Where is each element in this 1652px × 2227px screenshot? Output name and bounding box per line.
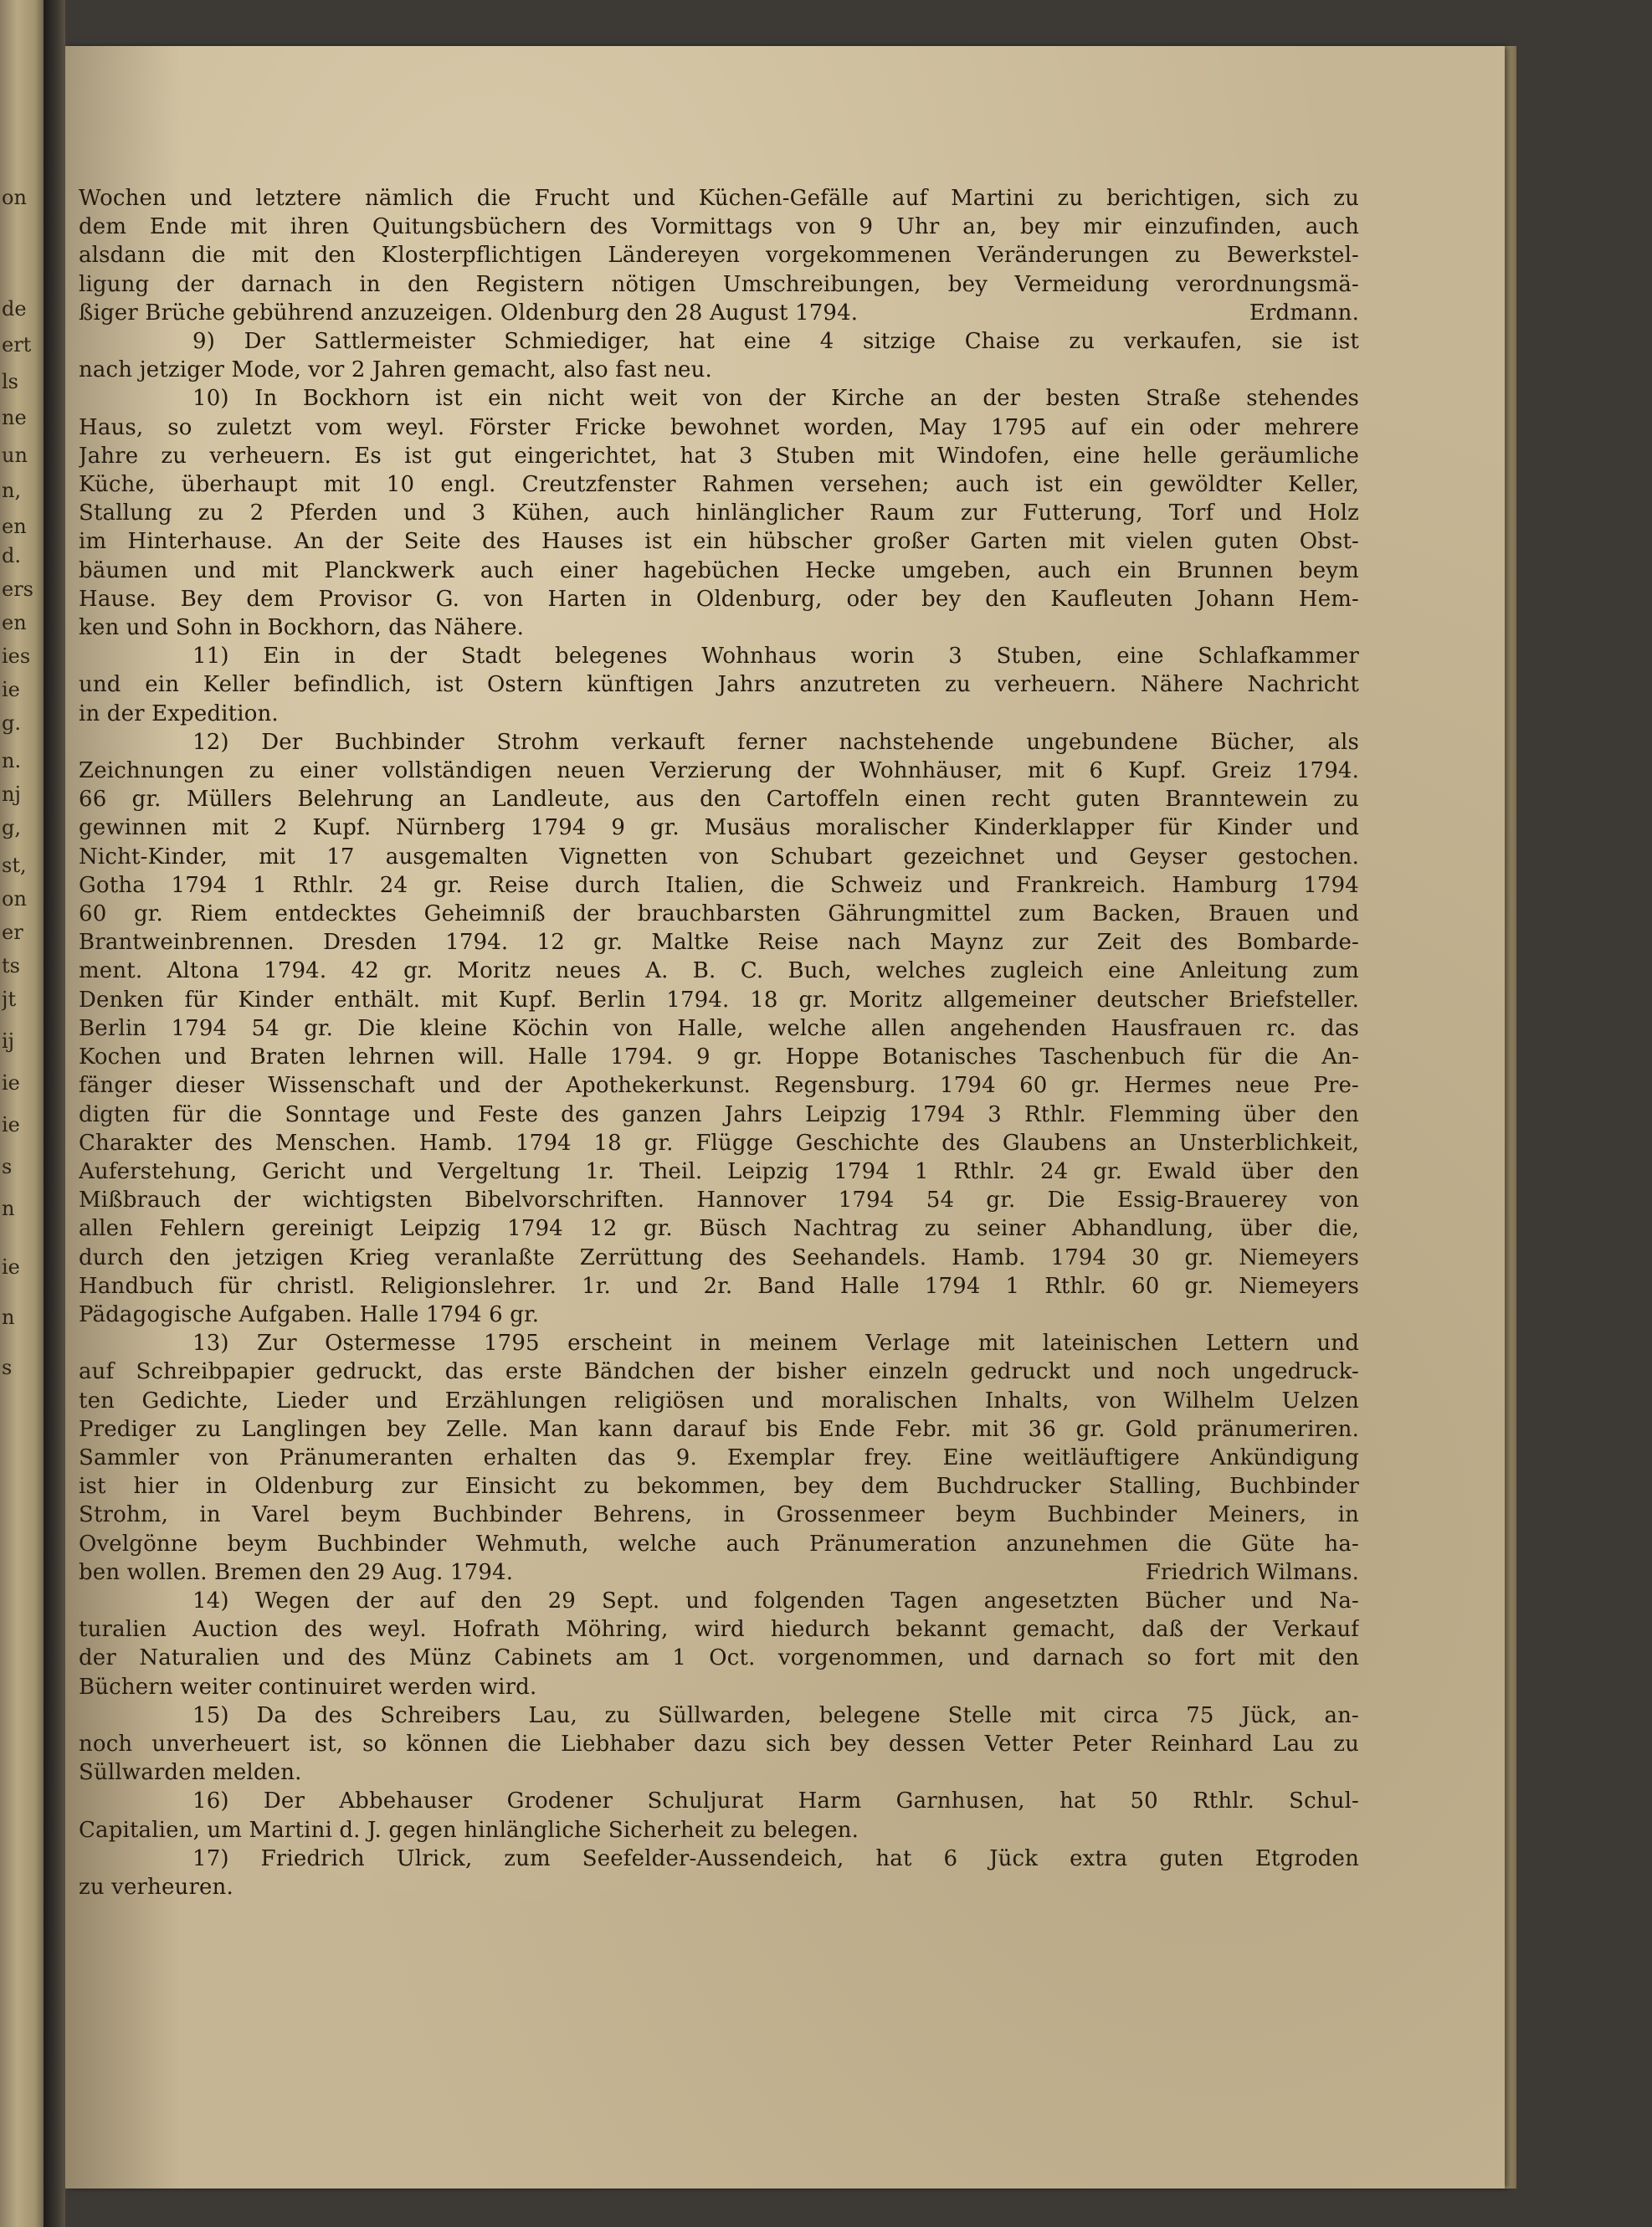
facing-page-fragment: s: [2, 1155, 13, 1178]
text-line: ken und Sohn in Bockhorn, das Nähere.: [79, 615, 525, 641]
text-line: Büchern weiter continuiret werden wird.: [79, 1674, 537, 1700]
text-line: auf Schreibpapier gedruckt, das erste Bändchen der bisher einzeln gedruckt und noch ungedruck-: [79, 1359, 1359, 1385]
facing-page-fragment: de: [2, 297, 27, 321]
text-line: 11) Ein in der Stadt belegenes Wohnhaus worin 3 Stuben, eine Schlafkammer: [192, 644, 1359, 670]
text-line: ligung der darnach in den Registern nötigen Umschreibungen, bey Vermeidung verordnungsmä-: [79, 271, 1359, 297]
facing-page-fragment: ts: [2, 954, 20, 978]
text-line: Charakter des Menschen. Hamb. 1794 18 gr. Flügge Geschichte des Glaubens an Unsterblichkeit,: [79, 1130, 1359, 1156]
facing-page-fragment: ie: [2, 1071, 20, 1095]
text-line: 60 gr. Riem entdecktes Geheimniß der brauchbarsten Gährungmittel zum Backen, Brauen und: [79, 901, 1359, 927]
text-line: Prediger zu Langlingen bey Zelle. Man kann darauf bis Ende Febr. mit 36 gr. Gold pränumeriren.: [79, 1416, 1359, 1442]
text-line: 15) Da des Schreibers Lau, zu Süllwarden, belegene Stelle mit circa 75 Jück, an-: [192, 1702, 1359, 1728]
facing-page-edge: [0, 0, 44, 2227]
text-line: Handbuch für christl. Religionslehrer. 1r. und 2r. Band Halle 1794 1 Rthlr. 60 gr. Niemeyers: [79, 1273, 1359, 1299]
facing-page-fragment: ert: [2, 333, 32, 357]
facing-page-fragment: ie: [2, 678, 20, 701]
facing-page-fragment: g.: [2, 711, 21, 735]
text-line: turalien Auction des weyl. Hofrath Möhring, wird hiedurch bekannt gemacht, daß der Verkauf: [79, 1617, 1359, 1643]
text-line: Strohm, in Varel beym Buchbinder Behrens, in Grossenmeer beym Buchbinder Meiners, in: [79, 1502, 1359, 1528]
text-line: bäumen und mit Planckwerk auch einer hagebüchen Hecke umgeben, auch ein Brunnen beym: [79, 557, 1359, 583]
text-line: Zeichnungen zu einer vollständigen neuen Verzierung der Wohnhäuser, mit 6 Kupf. Greiz 1794.: [79, 758, 1359, 784]
facing-page-fragment: jt: [2, 988, 17, 1011]
text-line: 14) Wegen der auf den 29 Sept. und folgenden Tagen angesetzten Bücher und Na-: [192, 1588, 1359, 1614]
facing-page-fragment: ie: [2, 1113, 20, 1137]
facing-page-fragment: on: [2, 887, 27, 911]
facing-page-fragment: g,: [2, 816, 21, 839]
facing-page-fragment: en: [2, 515, 27, 538]
text-line: digten für die Sonntage und Feste des ganzen Jahrs Leipzig 1794 3 Rthlr. Flemming über den: [79, 1101, 1359, 1127]
facing-page-fragment: s: [2, 1356, 13, 1379]
text-line: Pädagogische Aufgaben. Halle 1794 6 gr.: [79, 1301, 540, 1327]
facing-page-fragment: st,: [2, 854, 27, 877]
text-line: nach jetziger Mode, vor 2 Jahren gemacht, also fast neu.: [79, 357, 712, 383]
facing-page-fragment: d.: [2, 544, 21, 567]
facing-page-fragment: ls: [2, 370, 18, 393]
facing-page-fragment: ne: [2, 406, 27, 429]
text-line: Nicht-Kinder, mit 17 ausgemalten Vignetten von Schubart gezeichnet und Geyser gestochen.: [79, 844, 1359, 870]
text-line: Kochen und Braten lehrnen will. Halle 1794. 9 gr. Hoppe Botanisches Taschenbuch für die An-: [79, 1044, 1359, 1070]
facing-page-fragment: on: [2, 186, 27, 209]
text-line: [79, 299, 1359, 327]
text-line: noch unverheuert ist, so können die Liebhaber dazu sich bey dessen Vetter Peter Reinhard Lau zu: [79, 1731, 1359, 1757]
facing-page-fragment: n,: [2, 479, 22, 502]
text-line: Denken für Kinder enthält. mit Kupf. Berlin 1794. 18 gr. Moritz allgemeiner deutscher Briefsteller.: [79, 987, 1359, 1013]
text-line: 9) Der Sattlermeister Schmiediger, hat eine 4 sitzige Chaise zu verkaufen, sie ist: [192, 329, 1359, 355]
text-line: Ovelgönne beym Buchbinder Wehmuth, welche auch Pränumeration anzunehmen die Güte ha-: [79, 1531, 1359, 1557]
facing-page-fragment: n.: [2, 749, 22, 772]
facing-page-fragment: ers: [2, 577, 33, 601]
text-line-content: ben wollen. Bremen den 29 Aug. 1794.: [79, 1559, 514, 1585]
text-line: Süllwarden melden.: [79, 1760, 302, 1786]
text-line: Sammler von Pränumeranten erhalten das 9. Exemplar frey. Eine weitläuftigere Ankündigung: [79, 1444, 1359, 1470]
text-line: ist hier in Oldenburg zur Einsicht zu bekommen, bey dem Buchdrucker Stalling, Buchbinder: [79, 1474, 1359, 1500]
facing-page-fragment: n: [2, 1306, 15, 1329]
facing-page-fragment: n: [2, 1197, 15, 1220]
page-text: [79, 184, 1359, 1901]
text-line: Haus, so zuletzt vom weyl. Förster Fricke bewohnet worden, May 1795 auf ein oder mehrere: [79, 414, 1359, 440]
text-line: 13) Zur Ostermesse 1795 erscheint in meinem Verlage mit lateinischen Lettern und: [192, 1331, 1359, 1357]
text-line: Hause. Bey dem Provisor G. von Harten in Oldenburg, oder bey den Kaufleuten Johann Hem-: [79, 586, 1359, 612]
text-line: in der Expedition.: [79, 700, 279, 726]
text-line: Capitalien, um Martini d. J. gegen hinlängliche Sicherheit zu belegen.: [79, 1817, 859, 1843]
page-edge: [1505, 46, 1516, 2189]
text-line: 16) Der Abbehauser Grodener Schuljurat Harm Garnhusen, hat 50 Rthlr. Schul-: [192, 1788, 1359, 1814]
facing-page-fragment: un: [2, 444, 28, 467]
text-line: fänger dieser Wissenschaft und der Apothekerkunst. Regensburg. 1794 60 gr. Hermes neue Pre-: [79, 1073, 1359, 1099]
text-line: gewinnen mit 2 Kupf. Nürnberg 1794 9 gr. Musäus moralischer Kinderklapper für Kinder und: [79, 815, 1359, 841]
facing-page-fragment: ij: [2, 1029, 15, 1053]
text-line: [79, 1558, 1359, 1587]
text-line: Wochen und letztere nämlich die Frucht und Küchen-Gefälle auf Martini zu berichtigen, sich zu: [79, 186, 1359, 211]
text-line: 12) Der Buchbinder Strohm verkauft ferner nachstehende ungebundene Bücher, als: [192, 729, 1359, 755]
text-line: alsdann die mit den Klosterpflichtigen Ländereyen vorgekommenen Veränderungen zu Bewerkstel-: [79, 243, 1359, 269]
text-line: ment. Altona 1794. 42 gr. Moritz neues A. B. C. Buch, welches zugleich eine Anleitung zum: [79, 958, 1359, 984]
text-line: der Naturalien und des Münz Cabinets am 1 Oct. vorgenommen, und darnach so fort mit den: [79, 1645, 1359, 1671]
text-line-content: ßiger Brüche gebührend anzuzeigen. Oldenburg den 28 August 1794.: [79, 300, 859, 326]
text-line: und ein Keller befindlich, ist Ostern künftigen Jahrs anzutreten zu verheuern. Nähere Nachricht: [79, 672, 1359, 698]
text-line: Gotha 1794 1 Rthlr. 24 gr. Reise durch Italien, die Schweiz und Frankreich. Hamburg 1794: [79, 872, 1359, 898]
text-line: Stallung zu 2 Pferden und 3 Kühen, auch hinlänglicher Raum zur Futterung, Torf und Holz: [79, 500, 1359, 526]
facing-page-fragment: en: [2, 611, 27, 634]
text-line: Auferstehung, Gericht und Vergeltung 1r. Theil. Leipzig 1794 1 Rthlr. 24 gr. Ewald über den: [79, 1158, 1359, 1184]
signature: Friedrich Wilmans.: [1145, 1559, 1359, 1585]
text-line: Brantweinbrennen. Dresden 1794. 12 gr. Maltke Reise nach Maynz zur Zeit des Bombarde-: [79, 930, 1359, 956]
signature: Erdmann.: [1249, 300, 1359, 326]
book-gutter: [44, 0, 65, 2227]
text-line: dem Ende mit ihren Quitungsbüchern des Vormittags von 9 Uhr an, bey mir einzufinden, auch: [79, 214, 1359, 240]
text-line: 10) In Bockhorn ist ein nicht weit von der Kirche an der besten Straße stehendes: [192, 386, 1359, 412]
facing-page-fragment: ie: [2, 1255, 20, 1279]
facing-page-fragment: nj: [2, 783, 21, 806]
text-line: Küche, überhaupt mit 10 engl. Creutzfenster Rahmen versehen; auch ist ein gewöldter Keller,: [79, 472, 1359, 498]
text-line: Mißbrauch der wichtigsten Bibelvorschriften. Hannover 1794 54 gr. Die Essig-Brauerey von: [79, 1188, 1359, 1214]
text-line: 17) Friedrich Ulrick, zum Seefelder-Aussendeich, hat 6 Jück extra guten Etgroden: [192, 1845, 1359, 1871]
facing-page-fragment: ies: [2, 644, 31, 668]
text-line: zu verheuren.: [79, 1874, 233, 1900]
facing-page-fragment: er: [2, 921, 23, 944]
text-line: Berlin 1794 54 gr. Die kleine Köchin von Halle, welche allen angehenden Hausfrauen rc. das: [79, 1015, 1359, 1041]
text-line: durch den jetzigen Krieg veranlaßte Zerrüttung des Seehandels. Hamb. 1794 30 gr. Niemeyers: [79, 1244, 1359, 1270]
text-line: ten Gedichte, Lieder und Erzählungen religiösen und moralischen Inhalts, von Wilhelm Uelzen: [79, 1388, 1359, 1414]
text-line: allen Fehlern gereinigt Leipzig 1794 12 gr. Büsch Nachtrag zu seiner Abhandlung, über die,: [79, 1216, 1359, 1242]
book-page: [65, 46, 1505, 2189]
text-line: 66 gr. Müllers Belehrung an Landleute, aus den Cartoffeln einen recht guten Branntewein zu: [79, 787, 1359, 813]
text-line: Jahre zu verheuern. Es ist gut eingerichtet, hat 3 Stuben mit Windofen, eine helle geräumliche: [79, 443, 1359, 469]
text-line: im Hinterhause. An der Seite des Hauses ist ein hübscher großer Garten mit vielen guten Obst-: [79, 529, 1359, 555]
